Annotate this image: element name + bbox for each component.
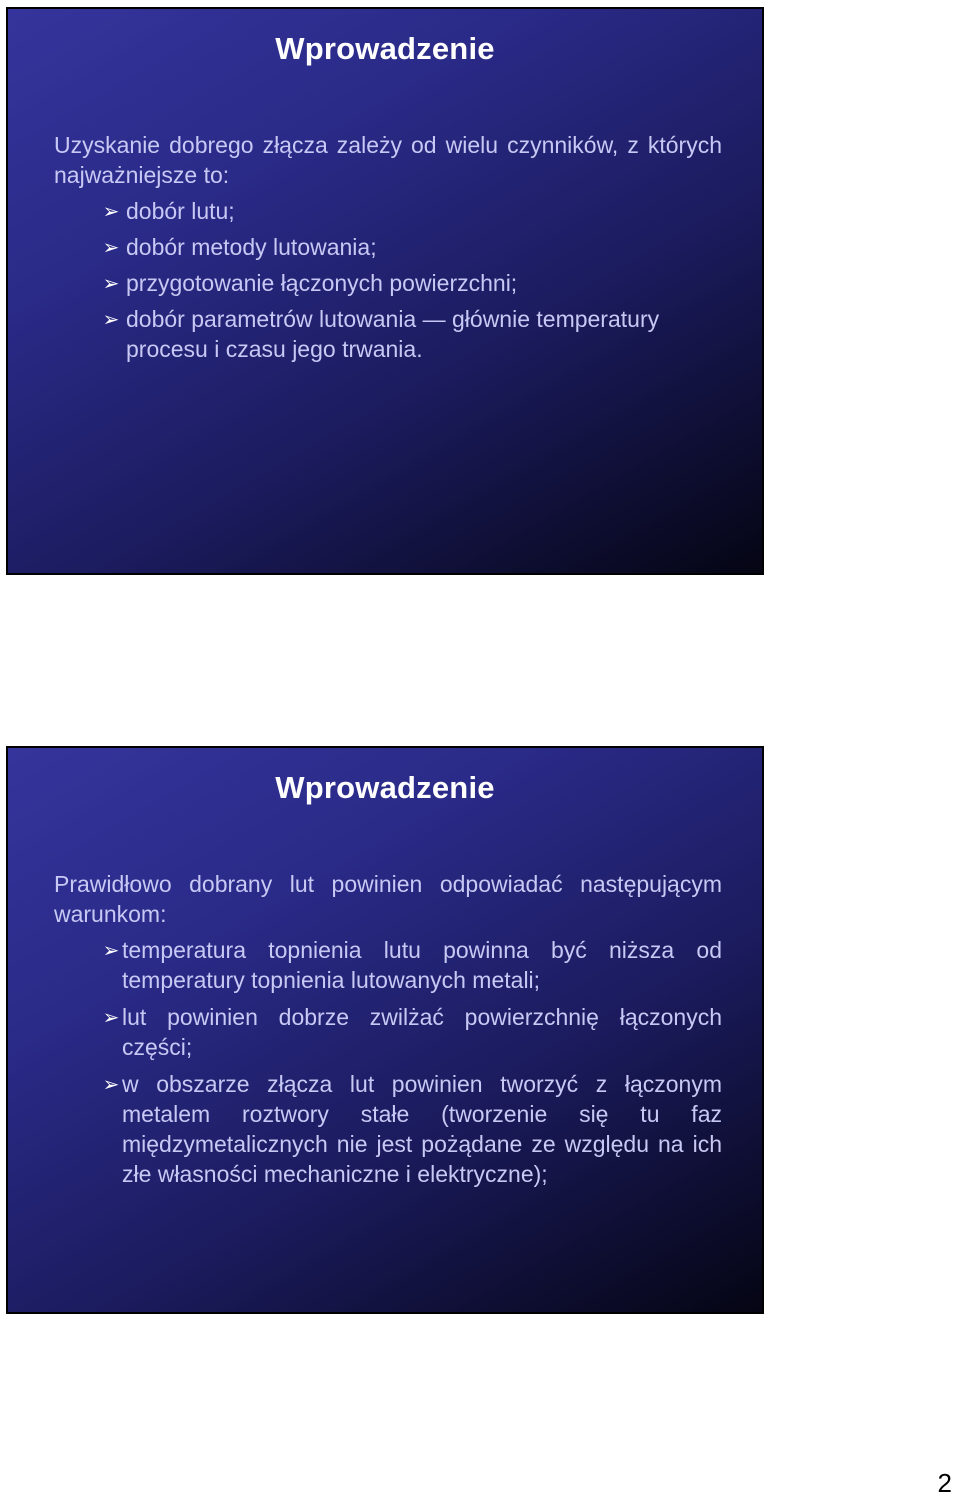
list-item	[54, 232, 722, 262]
list-item-text: dobór lutu;	[126, 198, 235, 224]
list-item-text: dobór parametrów lutowania — głównie temperatury procesu i czasu jego trwania.	[126, 306, 660, 362]
arrowhead-bullet-icon: ➢	[102, 938, 120, 962]
list-item	[54, 1069, 722, 1189]
slide-title: Wprowadzenie	[275, 31, 495, 66]
list-item	[54, 196, 722, 226]
slide-1	[6, 7, 764, 575]
list-item-text: dobór metody lutowania;	[126, 234, 377, 260]
arrowhead-bullet-icon: ➢	[102, 1005, 120, 1029]
list-item-text: temperatura topnienia lutu powinna być niższa od temperatury topnienia lutowanych metali;	[122, 937, 722, 993]
page-number: 2	[937, 1468, 952, 1498]
list-item	[54, 1002, 722, 1062]
slide-title: Wprowadzenie	[275, 770, 495, 805]
slide-body	[54, 869, 722, 1196]
slide-body	[54, 130, 722, 370]
list-item	[54, 935, 722, 995]
list-item	[54, 268, 722, 298]
arrowhead-bullet-icon: ➢	[102, 307, 120, 331]
arrowhead-bullet-icon: ➢	[102, 199, 120, 223]
list-item-text: przygotowanie łączonych powierzchni;	[126, 270, 518, 296]
arrowhead-bullet-icon: ➢	[102, 271, 120, 295]
list-item-text: lut powinien dobrze zwilżać powierzchnię łączonych części;	[122, 1004, 722, 1060]
slide-intro: Uzyskanie dobrego złącza zależy od wielu czynników, z których najważniejsze to:	[54, 132, 722, 188]
arrowhead-bullet-icon: ➢	[102, 1072, 120, 1096]
bullet-list	[54, 196, 722, 364]
slide-2	[6, 746, 764, 1314]
list-item-text: w obszarze złącza lut powinien tworzyć z łączonym metalem roztwory stałe (tworzenie się tu faz międzymetalicznych nie jest pożądane ze względu na ich złe własności mechaniczne i elektryczne);	[122, 1071, 722, 1187]
bullet-list	[54, 935, 722, 1189]
list-item	[54, 304, 722, 364]
slide-intro: Prawidłowo dobrany lut powinien odpowiadać następującym warunkom:	[54, 871, 722, 927]
arrowhead-bullet-icon: ➢	[102, 235, 120, 259]
